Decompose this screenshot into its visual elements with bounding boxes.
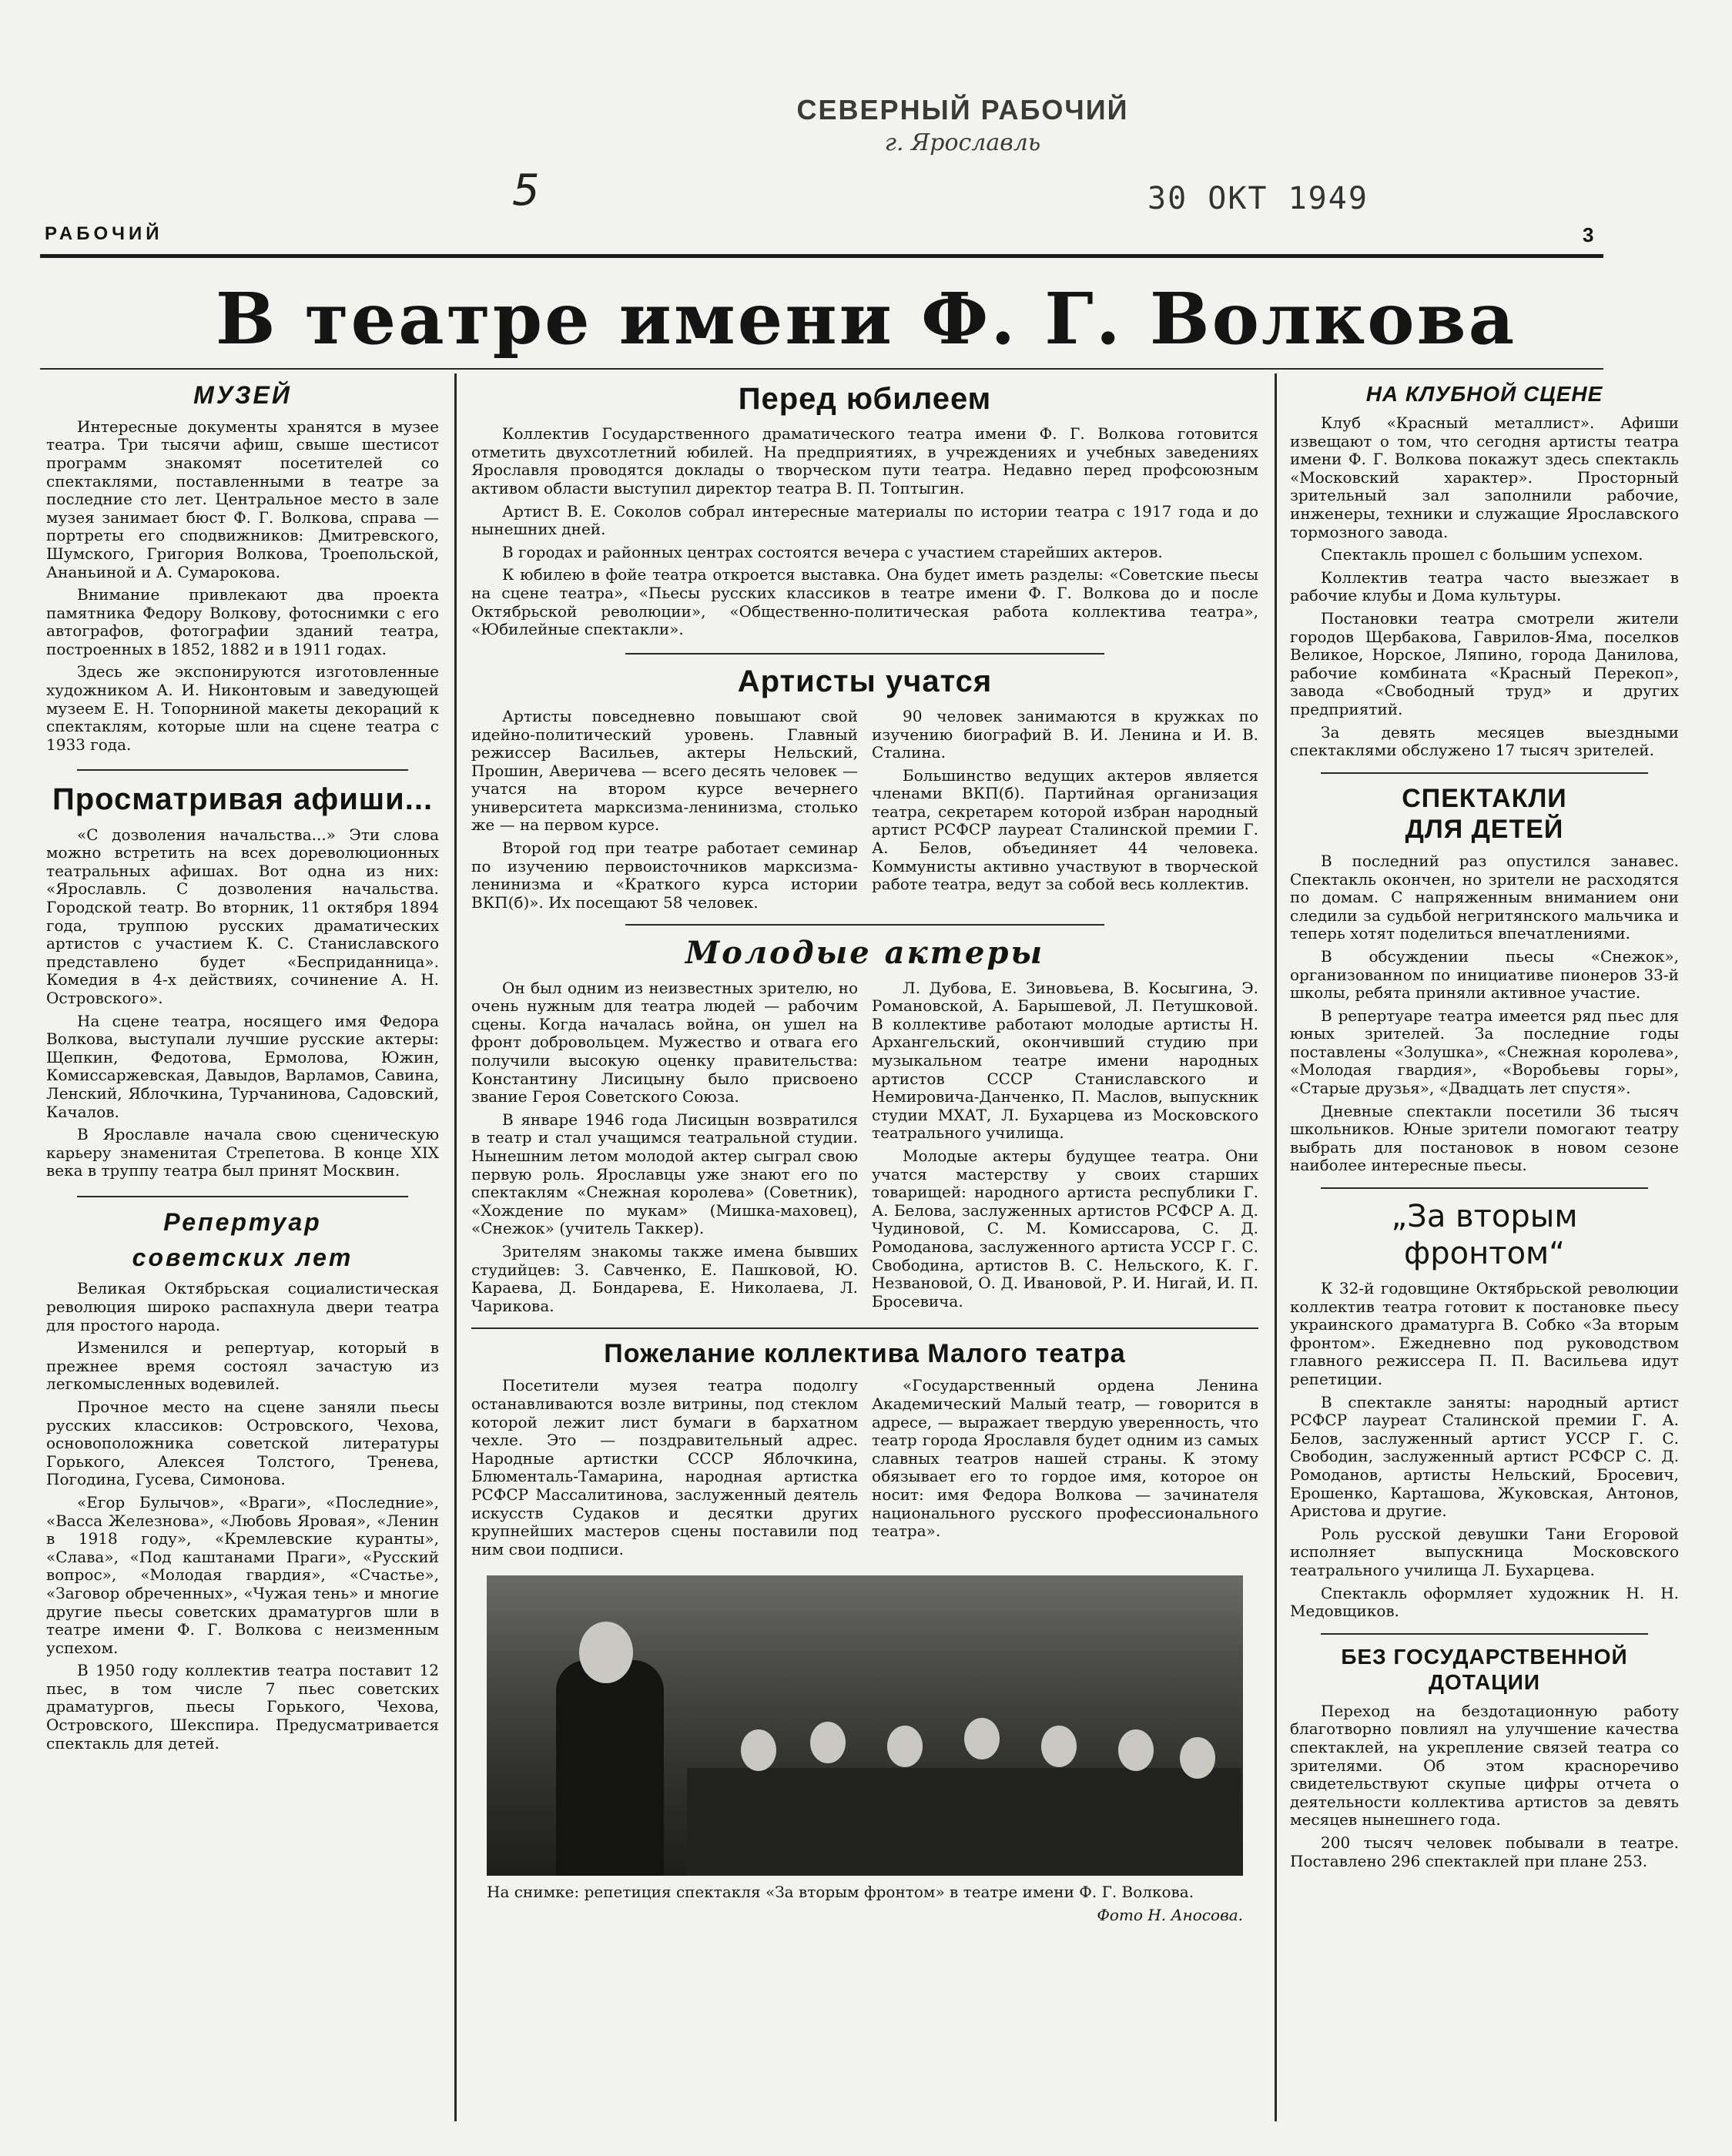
paper-name: РАБОЧИЙ [45, 223, 163, 244]
paragraph: Клуб «Красный металлист». Афиши извещают о том, что сегодня артисты театра имени Ф. Г. Волкова покажут здесь спектакль «Московский характер». Просторный зрительный зал заполнили рабочие, инженеры, техники и служащие Ярославского тормозного завода. [1290, 413, 1679, 541]
section-title-front-1: „За вторым [1391, 1199, 1578, 1235]
paragraph: Большинство ведущих актеров является членами ВКП(б). Партийная организация театра, секретарем которой избран народный артист РСФСР лауреат Сталинской премии Г. А. Белов, объединяет 44 человека. Коммунисты активно участвуют в творческой работе театра, ведут за собой весь коллектив. [872, 765, 1258, 894]
paragraph: Дневные спектакли посетили 36 тысяч школьников. Юные зрители помогают театру выбрать для постановок в новом сезоне наиболее интересные пьесы. [1290, 1101, 1679, 1175]
article-pozhelanie-col-2 [872, 1377, 1258, 1558]
paragraph: В последний раз опустился занавес. Спектакль окончен, но зрители не расходятся по домам. С напряженным вниманием они следили за судьбой негритянского мальчика и теперь хотят поделиться впечатлениями. [1290, 851, 1679, 943]
paragraph: Спектакль оформляет художник Н. Н. Медовщиков. [1290, 1583, 1679, 1621]
paragraph: Спектакль прошел с большим успехом. [1321, 545, 1643, 564]
paragraph: Л. Дубова, Е. Зиновьева, В. Косыгина, Э. Романовской, А. Барышевой, Л. Петушковой. В коллективе работают молодые артисты Н. Архангельский, окончивший студию при музыкальном театре имени народных артистов СССР Станиславского и Немировича-Данченко, П. Маслов, выпускник студии МХАТ, Л. Бухарцева из Московского театрального училища. [872, 978, 1258, 1143]
paragraph: Великая Октябрьская социалистическая революция широко распахнула двери театра для простого народа. [46, 1279, 439, 1334]
right-column [1290, 381, 1679, 1870]
paragraph: 200 тысяч человек побывали в театре. Поставлено 296 спектаклей при плане 253. [1290, 1833, 1679, 1870]
paragraph: К юбилею в фойе театра откроется выставка. Она будет иметь разделы: «Советские пьесы на сцене театра», «Пьесы русских классиков в театре имени Ф. Г. Волкова до и после Октябрьской революции», «Общественно-политическая работа коллектива театра», «Юбилейные спектакли». [471, 565, 1258, 639]
paragraph: Здесь же экспонируются изготовленные художником А. И. Никонтовым и заведующей музеем Е. Н. Топорниной макеты декораций к спектаклям, которые шли на сцене театра с 1933 года. [46, 662, 439, 754]
center-column [471, 381, 1258, 1925]
section-rule [1321, 1633, 1648, 1635]
section-title-pozhelanie: Пожелание коллектива Малого театра [604, 1339, 1126, 1369]
photo-face [741, 1729, 776, 1771]
date-stamp: 30 ОКТ 1949 [1147, 181, 1369, 216]
photo-figure [556, 1660, 664, 1876]
paragraph: За девять месяцев выездными спектаклями обслужено 17 тысяч зрителей. [1290, 722, 1679, 760]
paragraph: Изменился и репертуар, который в прежнее время состоял зачастую из легкомысленных водевилей. [46, 1338, 439, 1394]
masthead-city: г. Ярославль [884, 129, 1041, 156]
paragraph: Постановки театра смотрели жители городов Щербакова, Гаврилов-Ямa, поселков Великое, Норское, Ляпино, города Данилова, рабочие комбината «Красный Перекоп», завода «Свободный труд» и других предприятий. [1290, 608, 1679, 718]
paragraph: На сцене театра, носящего имя Федора Волкова, выступали лучшие русские актеры: Щепкин, Федотова, Ермолова, Южин, Комиссаржевская, Давыдов, Варламов, Савина, Ленский, Яблочкина, Турчанинова, Садовский, Качалов. [46, 1011, 439, 1121]
section-title-front-2: фронтом“ [1404, 1236, 1565, 1272]
paragraph: «Государственный ордена Ленина Академический Малый театр, — говорится в адресе, — выражает твердую уверенность, что театр города Ярославля будет одним из самых славных театров нашей страны. К этому обязывает его то гордое имя, которое он носит: имя Федора Волкова — зачинателя национального русского профессионального театра». [872, 1376, 1258, 1541]
column-divider-right [1275, 373, 1277, 2121]
paragraph: Артисты повседневно повышают свой идейно-политический уровень. Главный режиссер Васильев, актеры Нельский, Прошин, Аверичева — всего десять человек — учатся на втором курсе вечернего университета марксизма-ленинизма, столько же — на первом курсе. [471, 706, 858, 835]
photo-face [1041, 1726, 1077, 1767]
article-artisty-col-2 [872, 708, 1258, 912]
section-title-molodye: Молодые актеры [685, 935, 1045, 972]
paragraph: В обсуждении пьесы «Снежок», организованном по инициативе пионеров 33-й школы, ребята приняли активное участие. [1290, 946, 1679, 1003]
paragraph: Молодые актеры будущее театра. Они учатся мастерству у своих старших товарищей: народного артиста республики Г. А. Белова, заслуженных артистов РСФСР А. Д. Чудиновой, С. М. Комиссарова, С. Д. Ромоданова, заслуженного артиста УССР Г. С. Свободина, артистов В. С. Нельского, К. Г. Незвановой, О. Д. Ивановой, Р. И. Нигай, И. П. Бросевича. [872, 1146, 1258, 1311]
paragraph: К 32-й годовщине Октябрьской революции коллектив театра готовит к постановке пьесу украинского драматурга В. Собко «За вторым фронтом». Ежедневно под руководством главного режиссера П. П. Васильева идут репетиции. [1290, 1279, 1679, 1388]
paragraph: «Егор Булычов», «Враги», «Последние», «Васса Железнова», «Любовь Яровая», «Ленин в 1918 году», «Кремлевские куранты», «Слава», «Под каштанами Праги», «Русский вопрос», «Молодая гвардия», «Счастье», «Заговор обреченных», «Чужая тень» и многие другие пьесы советских драматургов шли в театре имени Ф. Г. Волкова с неизменным успехом. [46, 1492, 439, 1657]
section-rule [1321, 772, 1648, 774]
paragraph: В Ярославле начала свою сценическую карьеру знаменитая Стрепетова. В конце XIX века в труппу театра был принят Москвин. [46, 1125, 439, 1180]
paragraph: Артист В. Е. Соколов собрал интересные материалы по истории театра с 1917 года и до нынешних дней. [471, 501, 1258, 539]
article-front [1290, 1280, 1679, 1621]
paragraph: В 1950 году коллектив театра поставит 12 пьес, в том числе 7 пьес советских драматургов, пьесы Горького, Чехова, Островского, Шекспира. Предусматривается спектакль для детей. [46, 1661, 439, 1753]
photo-face [1118, 1729, 1154, 1771]
paragraph: В спектакле заняты: народный артист РСФСР лауреат Сталинской премии Г. А. Белов, заслуженный артист УССР Г. С. Свободин, заслуженный артист РСФСР С. Д. Ромоданов, артисты Нельский, Бросевич, Ерошенко, Карташова, Жуковская, Антонов, Аристова и другие. [1290, 1392, 1679, 1521]
paragraph: Роль русской девушки Тани Егоровой исполняет выпускница Московского театрального училища Л. Бухарцева. [1290, 1524, 1679, 1579]
paragraph: Внимание привлекают два проекта памятника Федору Волкову, фотоснимки с его автографов, фотографии зданий театра, построенных в 1852, 1882 и в 1911 годах. [46, 585, 439, 658]
paragraph: 90 человек занимаются в кружках по изучению биографий В. И. Ленина и И. В. Сталина. [872, 706, 1258, 762]
paragraph: Интересные документы хранятся в музее театра. Три тысячи афиш, свыше шестисот программ знакомят посетителей со спектаклями, поставленными в театре за последние сто лет. Центральное место в зале музея занимает бюст Ф. Г. Волкова, справа — портреты его сподвижников: Дмитревского, Шумского, Григория Волкова, Троепольской, Ананьиной и А. Сумарокова. [46, 417, 439, 581]
section-title-dotaciya-1: БЕЗ ГОСУДАРСТВЕННОЙ [1341, 1644, 1628, 1669]
header-rule [40, 254, 1603, 258]
article-pozhelanie-col-1 [471, 1377, 858, 1558]
section-title-muzey: МУЗЕЙ [193, 381, 292, 409]
paragraph: В городах и районных центрах состоятся вечера с участием старейших актеров. [502, 542, 1163, 561]
section-title-deti-1: СПЕКТАКЛИ [1402, 783, 1567, 813]
masthead [693, 94, 1232, 156]
paragraph: В январе 1946 года Лисицын возвратился в театр и стал учащимся театральной студии. Нынешним летом молодой актер сыграл свою первую роль. Ярославцы уже знают его по спектаклям «Снежная королева» (Советник), «Хождение по мукам» (Мишка-маховец), «Снежок» (учитель Таккер). [471, 1110, 858, 1238]
paragraph: Коллектив театра часто выезжает в рабочие клубы и Дома культуры. [1290, 567, 1679, 605]
section-title-artisty: Артисты учатся [737, 664, 993, 698]
article-deti [1290, 852, 1679, 1175]
paragraph: Посетители музея театра подолгу останавливаются возле витрины, под стеклом которой лежит лист бумаги в бархатном чехле. Это — поздравительный адрес. Народные артистки СССР Яблочкина, Блюменталь-Тамарина, народная артистка РСФСР Массалитинова, заслуженный деятель искусств Судаков и десятки других крупнейших мастеров сцены поставили под ним свои подписи. [471, 1376, 858, 1558]
photo-caption: На снимке: репетиция спектакля «За вторым фронтом» в театре имени Ф. Г. Волкова. [487, 1883, 1194, 1902]
article-molodye-col-1 [471, 979, 858, 1316]
column-divider-left [454, 373, 457, 2121]
photo-face [964, 1718, 1000, 1759]
handwritten-number: 5 [512, 166, 540, 216]
left-column [46, 381, 439, 1753]
article-afishi [46, 826, 439, 1180]
article-artisty-col-1 [471, 708, 858, 912]
section-rule [625, 653, 1104, 654]
article-molodye-col-2 [872, 979, 1258, 1316]
article-klubnaya [1290, 414, 1679, 760]
section-title-repertuar-2: советских лет [132, 1243, 353, 1271]
section-title-klubnaya: НА КЛУБНОЙ СЦЕНЕ [1365, 382, 1603, 406]
paragraph: Коллектив Государственного драматического театра имени Ф. Г. Волкова готовится отметить двухсотлетний юбилей. На предприятиях, в учреждениях и учебных заведениях Ярославля проводятся доклады о творческом пути театра. Недавно перед профсоюзным активом области выступил директор театра В. П. Топтыгин. [471, 424, 1258, 497]
photo-credit: Фото Н. Аносова. [1097, 1906, 1243, 1925]
section-rule [77, 769, 408, 771]
section-rule [77, 1196, 408, 1197]
photo-face [887, 1726, 923, 1767]
paragraph: В репертуаре театра имеется ряд пьес для юных зрителей. За последние годы поставлены «Золушка», «Снежная королева», «Молодая гвардия», «Воробьевы горы», «Старые друзья», «Двадцать лет спустя». [1290, 1006, 1679, 1098]
article-molodye [471, 979, 1258, 1316]
photo-face [810, 1722, 846, 1763]
article-repertuar [46, 1280, 439, 1753]
article-muzey [46, 418, 439, 755]
section-rule [625, 924, 1104, 926]
article-dotaciya [1290, 1702, 1679, 1870]
section-rule [471, 1327, 1258, 1329]
article-yubiley [471, 425, 1258, 639]
photo-face [1180, 1737, 1215, 1779]
paragraph: Второй год при театре работает семинар по изучению первоисточников марксизма-ленинизма и «Краткого курса истории ВКП(б)». Их посещают 58 человек. [471, 839, 858, 912]
section-title-deti-2: ДЛЯ ДЕТЕЙ [1405, 814, 1564, 844]
masthead-name: СЕВЕРНЫЙ РАБОЧИЙ [796, 94, 1129, 126]
paragraph: Он был одним из неизвестных зрителю, но очень нужным для театра людей — рабочим сцены. Когда началась война, он ушел на фронт добровольцем. Мужество и отвага его получили высокую оценку правительства: Константину Лисицыну было присвоено звание Героя Советского Союза. [471, 978, 858, 1106]
article-artisty [471, 708, 1258, 912]
paragraph: Зрителям знакомы также имена бывших студийцев: З. Савченко, Е. Пашковой, Ю. Караева, Д. Бондарева, Е. Николаева, Л. Чарикова. [471, 1241, 858, 1315]
photo-face [579, 1622, 633, 1683]
section-title-dotaciya-2: ДОТАЦИИ [1429, 1669, 1540, 1694]
article-pozhelanie [471, 1377, 1258, 1558]
rehearsal-photo [487, 1575, 1243, 1876]
main-title: В театре имени Ф. Г. Волкова [215, 277, 1517, 360]
paragraph: «С дозволения начальства...» Эти слова можно встретить на всех дореволюционных театральных афишах. Вот одна из них: «Ярославль. С дозволения начальства. Городской театр. Во вторник, 11 октября 1894 года, труппою русских драматических артистов с участием К. С. Станиславского представлено будет «Бесприданница». Комедия в 4-х действиях, сочинение А. Н. Островского». [46, 825, 439, 1007]
page-number: 3 [1583, 223, 1594, 246]
section-rule [1321, 1187, 1648, 1189]
section-title-afishi: Просматривая афиши... [52, 782, 434, 817]
section-title-yubiley: Перед юбилеем [738, 382, 992, 416]
photo-table [687, 1768, 1241, 1876]
title-rule [40, 368, 1603, 370]
paragraph: Прочное место на сцене заняли пьесы русских классиков: Островского, Чехова, основоположника советской литературы Горького, Алексея Толстого, Тренева, Погодина, Гусева, Симонова. [46, 1397, 439, 1489]
section-title-repertuar-1: Репертуар [163, 1207, 322, 1236]
paragraph: Переход на бездотационную работу благотворно повлиял на улучшение качества спектаклей, на укрепление связей театра со зрителями. Об этом красноречиво свидетельствуют скупые цифры отчета о деятельности коллектива артистов за девять месяцев нынешнего года. [1290, 1701, 1679, 1830]
